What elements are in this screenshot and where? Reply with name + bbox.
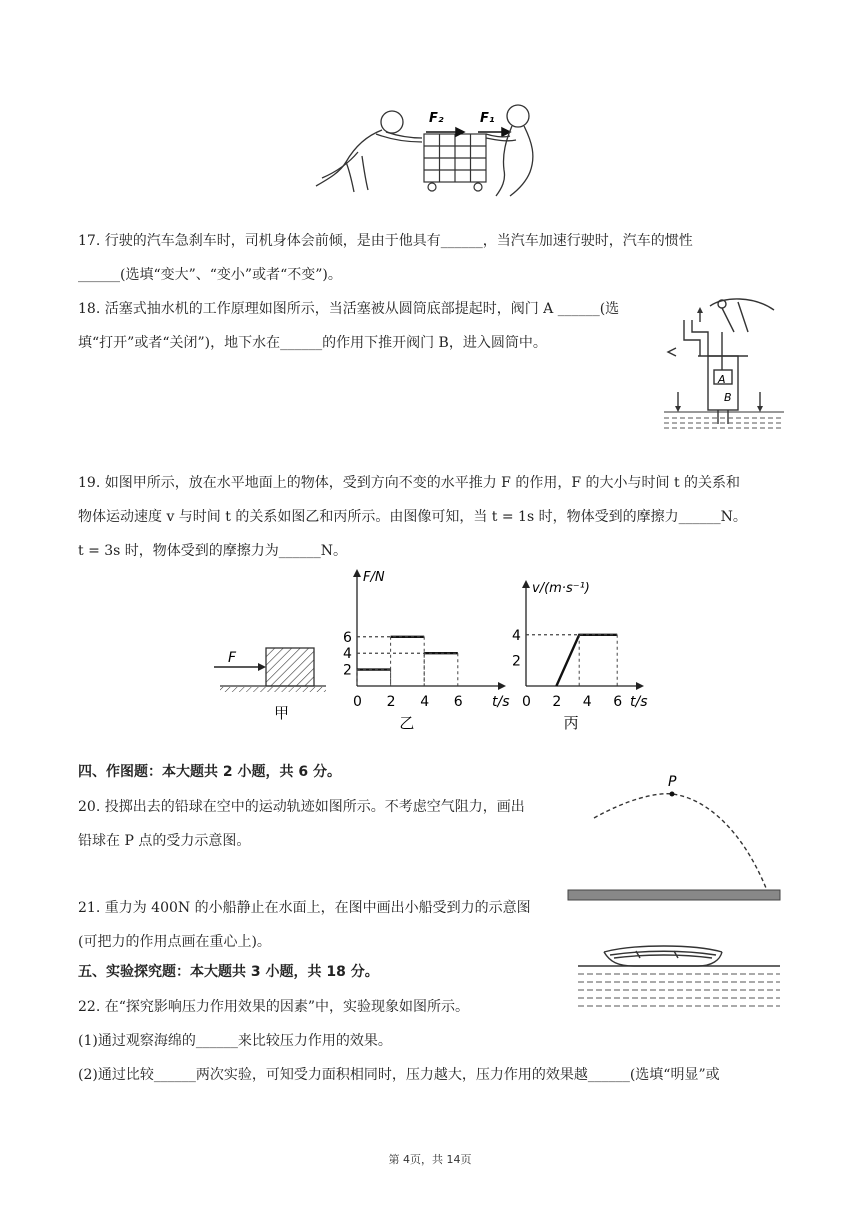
chart-yi-y-tick-label: 6 (343, 629, 352, 646)
chart-yi-caption: 乙 (399, 714, 415, 732)
chart-yi-force-time (330, 565, 512, 735)
chart-bing-y-tick-label: 2 (512, 653, 521, 670)
q21-line-2: (可把力的作用点画在重心上)。 (78, 934, 271, 950)
figure-jia (210, 636, 330, 726)
chart-yi-x-tick-label: 2 (386, 694, 396, 710)
q19-line-3: t = 3s 时，物体受到的摩擦力为______N。 (78, 543, 348, 559)
q18-line-1: 18. 活塞式抽水机的工作原理如图所示，当活塞被从圆筒底部提起时，阀门 A ______(选 (78, 301, 620, 317)
block (266, 648, 314, 686)
force-f2-label: F₂ (429, 111, 444, 126)
chart-bing-x-axis-label: t/s (630, 694, 648, 710)
chart-bing-y-axis-label: v/(m·s⁻¹) (532, 581, 590, 596)
water-pump-figure (664, 292, 784, 432)
chart-bing-x-tick-label: 0 (522, 694, 531, 710)
q19-line-1: 19. 如图甲所示，放在水平地面上的物体，受到方向不变的水平推力 F 的作用，F 的大小与时间 t 的关系和 (78, 475, 741, 491)
chart-bing-x-tick-label: 4 (582, 694, 592, 710)
chart-bing-x-tick-label: 2 (552, 694, 562, 710)
q21-line-1: 21. 重力为 400N 的小船静止在水面上，在图中画出小船受到力的示意图 (78, 900, 531, 916)
chart-bing-velocity-time (500, 572, 650, 735)
chart-bing-x-tick-label: 6 (613, 694, 623, 710)
force-f1-label: F₁ (480, 111, 495, 126)
chart-yi-x-tick-label: 4 (420, 694, 430, 710)
page-footer: 第 4页，共 14页 (388, 1153, 472, 1166)
q20-line-2: 铅球在 P 点的受力示意图。 (78, 833, 251, 849)
q22-line-1: 22. 在“探究影响压力作用效果的因素”中，实验现象如图所示。 (78, 999, 470, 1015)
chart-yi-y-tick-label: 4 (343, 646, 352, 663)
point-p-label: P (668, 774, 677, 790)
q20-line-1: 20. 投掷出去的铅球在空中的运动轨迹如图所示。不考虑空气阻力，画出 (78, 799, 525, 815)
q19-line-2: 物体运动速度 v 与时间 t 的关系如图乙和丙所示。由图像可知，当 t = 1s 时，物体受到的摩擦力______N。 (78, 509, 747, 525)
section-5-heading: 五、实验探究题：本大题共 3 小题，共 18 分。 (78, 964, 379, 980)
push-pull-figure (306, 100, 556, 200)
q22-line-2: (1)通过观察海绵的______来比较压力作用的效果。 (78, 1033, 392, 1049)
chart-yi-y-axis-label: F/N (363, 570, 385, 585)
chart-yi-x-tick-label: 0 (353, 694, 362, 710)
chart-bing-y-axis-arrow (522, 580, 530, 588)
chart-bing-caption: 丙 (563, 714, 579, 732)
valve-a-label: A (718, 373, 726, 386)
force-f-label: F (228, 650, 237, 666)
shot-put-trajectory-figure (566, 770, 782, 904)
chart-bing-y-tick-label: 4 (512, 627, 521, 644)
ground-bar (568, 890, 780, 900)
chart-yi-y-tick-label: 2 (343, 662, 352, 679)
boat-on-water-figure (574, 938, 784, 1012)
chart-yi-y-axis-arrow (353, 569, 361, 577)
q17-line-2: ______(选填“变大”、“变小”或者“不变”)。 (78, 267, 342, 283)
q17-line-1: 17. 行驶的汽车急刹车时，司机身体会前倾，是由于他具有______，当汽车加速行驶时，汽车的惯性 (78, 233, 693, 249)
chart-bing-series-segment (556, 635, 617, 686)
valve-b-label: B (724, 391, 732, 404)
q18-line-2: 填“打开”或者“关闭”)，地下水在______的作用下推开阀门 B，进入圆筒中。 (78, 335, 547, 351)
chart-yi-x-tick-label: 6 (453, 694, 463, 710)
chart-yi-x-axis-label: t/s (492, 694, 510, 710)
section-4-heading: 四、作图题：本大题共 2 小题，共 6 分。 (78, 764, 341, 780)
chart-bing-x-axis-arrow (636, 682, 644, 690)
q22-line-3: (2)通过比较______两次实验，可知受力面积相同时，压力越大，压力作用的效果越______(选填“明显”或 (78, 1067, 720, 1083)
caption-jia: 甲 (274, 704, 290, 722)
